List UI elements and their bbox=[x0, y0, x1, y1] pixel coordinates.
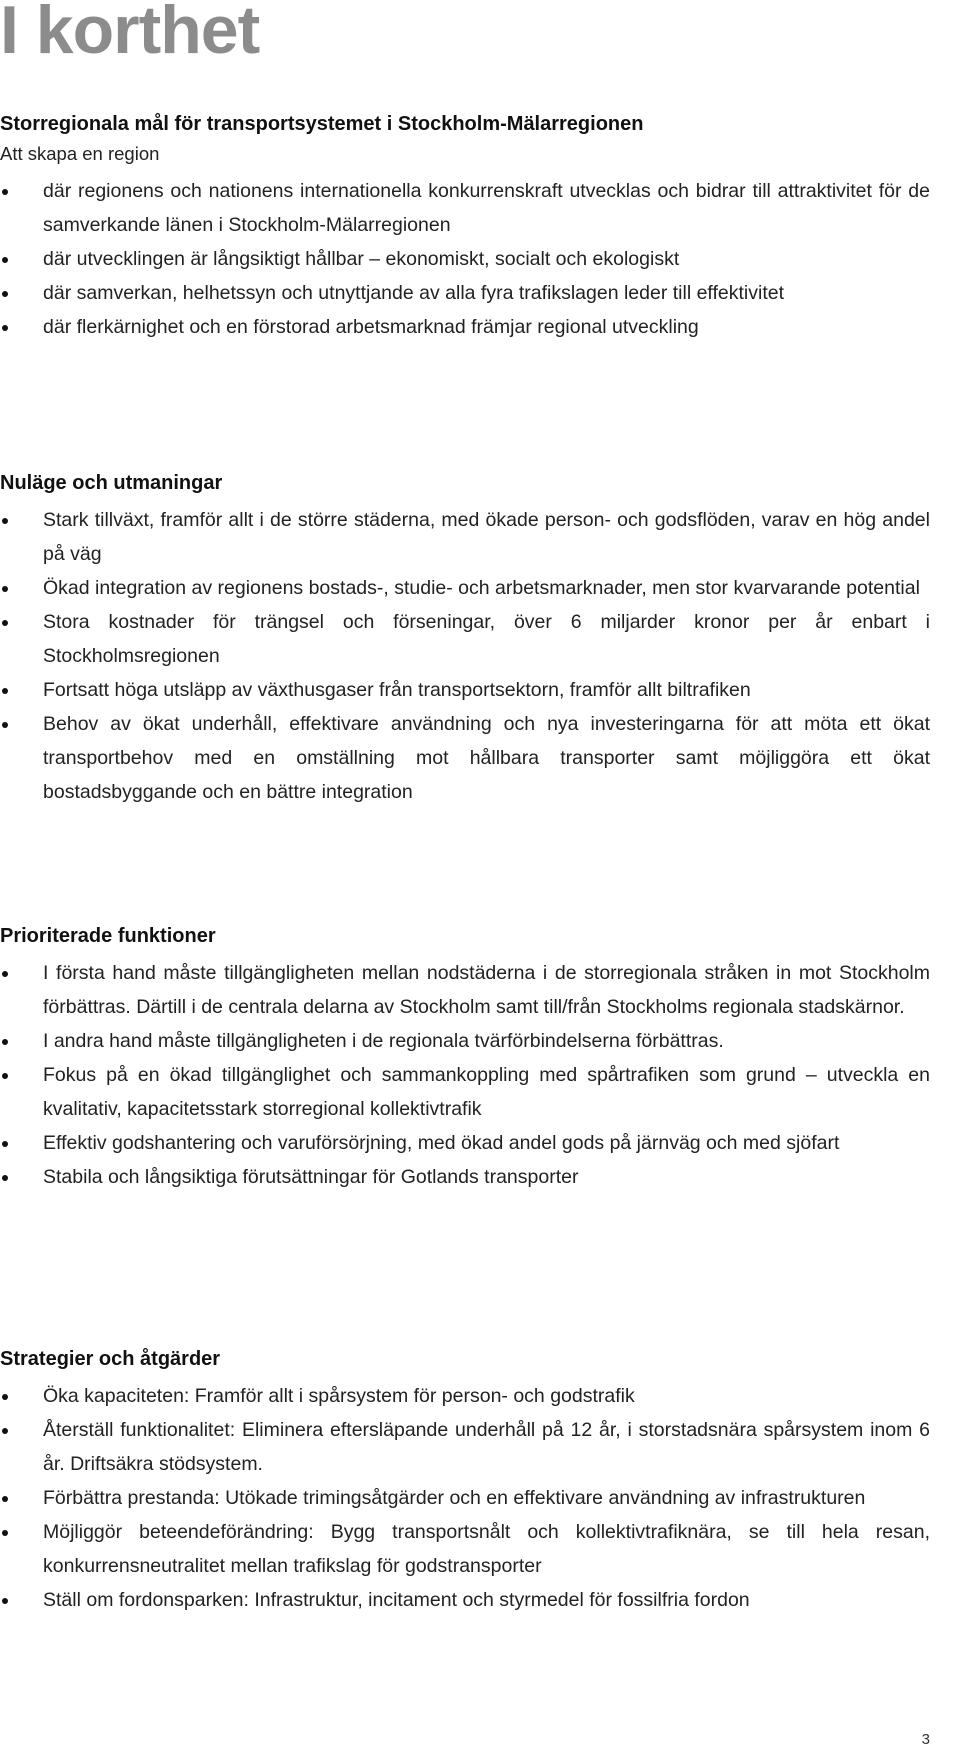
list-item-text: Återställ funktionalitet: Eliminera eftersläpande underhåll på 12 år, i storstadsnära spårsystem inom 6 år. Driftsäkra stödsystem. bbox=[43, 1419, 930, 1475]
bullet-list bbox=[0, 174, 930, 344]
list-item-text: där regionens och nationens internationella konkurrenskraft utvecklas och bidrar till attraktivitet för de samverkande länen i Stockholm-Mälarregionen bbox=[43, 180, 930, 236]
list-item bbox=[0, 1024, 930, 1058]
list-item bbox=[0, 503, 930, 571]
list-item bbox=[0, 174, 930, 242]
bullet-list bbox=[0, 503, 930, 809]
list-item-text: Stora kostnader för trängsel och förseningar, över 6 miljarder kronor per år enbart i Stockholmsregionen bbox=[43, 611, 930, 667]
list-item-text: Behov av ökat underhåll, effektivare användning och nya investeringarna för att möta ett ökat transportbehov med en omställning mot hållbara transporter samt möjliggöra ett ökat bostadsbyggande och en bättre integration bbox=[43, 713, 930, 803]
list-item bbox=[0, 1481, 930, 1515]
list-item bbox=[0, 605, 930, 673]
list-item bbox=[0, 1160, 930, 1194]
section-subheading: Att skapa en region bbox=[0, 143, 160, 164]
list-item bbox=[0, 1379, 930, 1413]
bullet-icon bbox=[2, 1496, 8, 1502]
list-item bbox=[0, 707, 930, 809]
list-item bbox=[0, 1126, 930, 1160]
list-item-text: Stark tillväxt, framför allt i de större städerna, med ökade person- och godsflöden, varav en hög andel på väg bbox=[43, 509, 930, 565]
list-item bbox=[0, 956, 930, 1024]
section-heading: Storregionala mål för transportsystemet i Stockholm-Mälarregionen bbox=[0, 113, 644, 135]
list-item-text: Förbättra prestanda: Utökade trimingsåtgärder och en effektivare användning av infrastrukturen bbox=[43, 1487, 866, 1509]
bullet-icon bbox=[2, 189, 8, 195]
list-item-text: Stabila och långsiktiga förutsättningar för Gotlands transporter bbox=[43, 1166, 579, 1188]
list-item-text: Ställ om fordonsparken: Infrastruktur, incitament och styrmedel för fossilfria fordon bbox=[43, 1589, 750, 1611]
section-heading: Prioriterade funktioner bbox=[0, 925, 216, 947]
bullet-icon bbox=[2, 971, 8, 977]
page-number: 3 bbox=[921, 1731, 930, 1748]
bullet-icon bbox=[2, 722, 8, 728]
list-item bbox=[0, 310, 930, 344]
bullet-icon bbox=[2, 688, 8, 694]
list-item-text: Möjliggör beteendeförändring: Bygg transportsnålt och kollektivtrafiknära, se till hela resan, konkurrensneutralitet mellan trafikslag för godstransporter bbox=[43, 1521, 930, 1577]
section-nulage-utmaningar bbox=[0, 470, 930, 809]
section-storregionala-mal bbox=[0, 111, 930, 344]
list-item bbox=[0, 571, 930, 605]
bullet-list bbox=[0, 1379, 930, 1617]
bullet-icon bbox=[2, 1141, 8, 1147]
list-item-text: Fortsatt höga utsläpp av växthusgaser från transportsektorn, framför allt biltrafiken bbox=[43, 679, 751, 701]
bullet-icon bbox=[2, 1598, 8, 1604]
list-item bbox=[0, 276, 930, 310]
bullet-icon bbox=[2, 1175, 8, 1181]
bullet-icon bbox=[2, 1039, 8, 1045]
list-item-text: där samverkan, helhetssyn och utnyttjande av alla fyra trafikslagen leder till effektivitet bbox=[43, 282, 785, 304]
section-strategier-atgarder bbox=[0, 1346, 930, 1617]
document-title: I korthet bbox=[0, 0, 260, 68]
list-item bbox=[0, 1413, 930, 1481]
bullet-icon bbox=[2, 257, 8, 263]
list-item-text: I andra hand måste tillgängligheten i de regionala tvärförbindelserna förbättras. bbox=[43, 1030, 724, 1052]
list-item-text: Ökad integration av regionens bostads-, studie- och arbetsmarknader, men stor kvarvarande potential bbox=[43, 577, 920, 599]
bullet-icon bbox=[2, 1428, 8, 1434]
bullet-icon bbox=[2, 518, 8, 524]
list-item-text: Effektiv godshantering och varuförsörjning, med ökad andel gods på järnväg och med sjöfart bbox=[43, 1132, 840, 1154]
list-item bbox=[0, 1583, 930, 1617]
bullet-icon bbox=[2, 1394, 8, 1400]
bullet-icon bbox=[2, 291, 8, 297]
list-item-text: I första hand måste tillgängligheten mellan nodstäderna i de storregionala stråken in mot Stockholm förbättras. Därtill i de centrala delarna av Stockholm samt till/från Stockholms regionala stadskärnor. bbox=[43, 962, 930, 1018]
bullet-icon bbox=[2, 325, 8, 331]
list-item bbox=[0, 242, 930, 276]
section-heading: Strategier och åtgärder bbox=[0, 1348, 221, 1370]
bullet-list bbox=[0, 956, 930, 1194]
list-item bbox=[0, 673, 930, 707]
list-item bbox=[0, 1515, 930, 1583]
bullet-icon bbox=[2, 586, 8, 592]
list-item-text: där utvecklingen är långsiktigt hållbar – ekonomiskt, socialt och ekologiskt bbox=[43, 248, 680, 270]
bullet-icon bbox=[2, 1530, 8, 1536]
list-item-text: Öka kapaciteten: Framför allt i spårsystem för person- och godstrafik bbox=[43, 1385, 635, 1407]
list-item-text: Fokus på en ökad tillgänglighet och sammankoppling med spårtrafiken som grund – utveckla en kvalitativ, kapacitetsstark storregional kollektivtrafik bbox=[43, 1064, 930, 1120]
section-prioriterade-funktioner bbox=[0, 923, 930, 1194]
bullet-icon bbox=[2, 620, 8, 626]
section-heading: Nuläge och utmaningar bbox=[0, 472, 223, 494]
bullet-icon bbox=[2, 1073, 8, 1079]
list-item bbox=[0, 1058, 930, 1126]
list-item-text: där flerkärnighet och en förstorad arbetsmarknad främjar regional utveckling bbox=[43, 316, 699, 338]
